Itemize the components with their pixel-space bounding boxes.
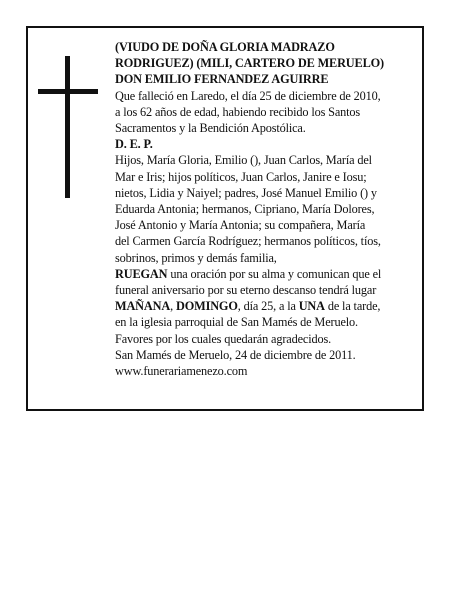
una-word: UNA: [298, 299, 325, 314]
closing-line: San Mamés de Meruelo, 24 de diciembre de 2011.: [115, 347, 356, 362]
obituary-notice: [26, 26, 424, 411]
death-line: a los 62 años de edad, habiendo recibido los Santos: [115, 104, 361, 119]
deceased-name: DON EMILIO FERNANDEZ AGUIRRE: [115, 72, 329, 87]
family-line: Eduarda Antonia; hermanos, Cipriano, María Dolores,: [115, 202, 375, 217]
ruegan-line: [115, 266, 425, 282]
funeral-line: funeral aniversario por su eterno descanso tendrá lugar: [115, 283, 377, 298]
family-line: nietos, Lidia y Naiyel; padres, José Manuel Emilio () y: [115, 185, 377, 200]
family-line: Hijos, María Gloria, Emilio (), Juan Carlos, María del: [115, 153, 372, 168]
heading-line: (VIUDO DE DOÑA GLORIA MADRAZO: [115, 40, 335, 54]
ruegan-word: RUEGAN: [115, 266, 168, 281]
closing-line: en la iglesia parroquial de San Mamés de Meruelo.: [115, 315, 358, 330]
death-line: Sacramentos y la Bendición Apostólica.: [115, 121, 306, 136]
funeral-date-line: [115, 298, 425, 314]
separator-text: ,: [170, 299, 176, 314]
death-line: Que falleció en Laredo, el día 25 de diciembre de 2010,: [115, 88, 381, 103]
day-text: , día 25, a la: [237, 299, 299, 314]
ruegan-text: una oración por su alma y comunican que el: [167, 266, 382, 281]
family-line: del Carmen García Rodríguez; hermanos políticos, tíos,: [115, 234, 381, 249]
cross-icon: [38, 56, 98, 198]
domingo-word: DOMINGO: [175, 299, 238, 314]
dep-label: D. E. P.: [115, 137, 153, 152]
family-line: José Antonio y María Antonia; su compañera, María: [115, 218, 366, 233]
website-text: www.funerariamenezo.com: [115, 364, 248, 379]
heading-line: RODRIGUEZ) (MILI, CARTERO DE MERUELO): [115, 56, 385, 71]
family-line: sobrinos, primos y demás familia,: [115, 250, 277, 265]
closing-line: Favores por los cuales quedarán agradecidos.: [115, 331, 332, 346]
afternoon-text: de la tarde,: [324, 299, 381, 314]
notice-text: [115, 39, 425, 379]
family-line: Mar e Iris; hijos políticos, Juan Carlos, Janire e Iosu;: [115, 169, 367, 184]
manana-word: MAÑANA: [115, 299, 171, 314]
